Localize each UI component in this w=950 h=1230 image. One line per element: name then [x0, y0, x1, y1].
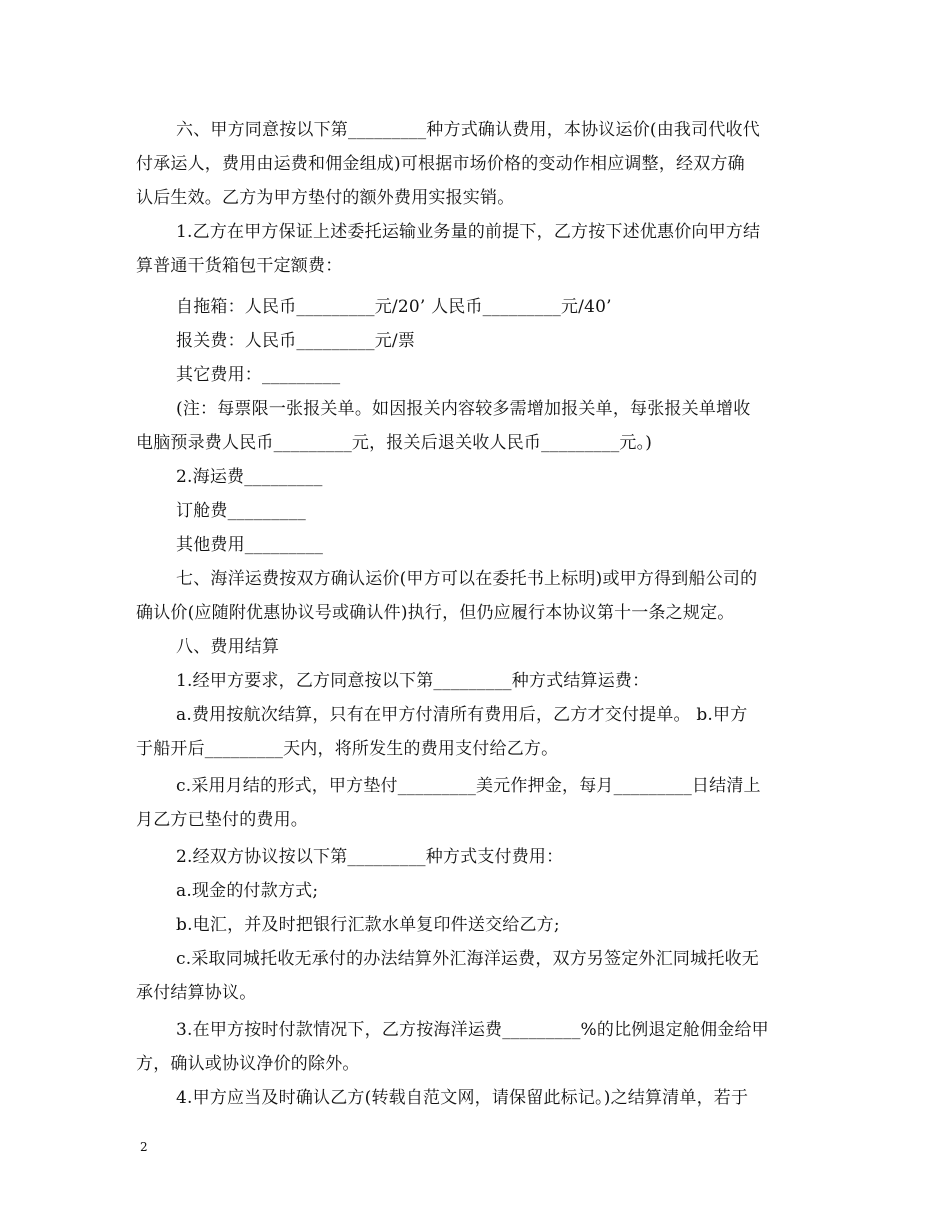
page-number: 2: [140, 1140, 148, 1154]
paragraph-line: 六、甲方同意按以下第_________种方式确认费用，本协议运价(由我司代收代: [176, 120, 760, 140]
paragraph-line: 1.乙方在甲方保证上述委托运输业务量的前提下，乙方按下述优惠价向甲方结: [176, 222, 761, 242]
paragraph-line: 2.经双方协议按以下第_________种方式支付费用：: [176, 847, 564, 867]
paragraph-line: 4.甲方应当及时确认乙方(转载自范文网，请保留此标记。)之结算清单，若于: [176, 1088, 749, 1108]
section-heading: 八、费用结算: [176, 637, 280, 657]
paragraph-line: b.电汇，并及时把银行汇款水单复印件送交给乙方;: [176, 915, 560, 935]
paragraph-line: 认后生效。乙方为甲方垫付的额外费用实报实销。: [136, 188, 515, 208]
paragraph-line: a.费用按航次结算，只有在甲方付清所有费用后，乙方才交付提单。 b.甲方: [176, 705, 748, 725]
paragraph-line: 承付结算协议。: [136, 983, 257, 1003]
paragraph-line: 自拖箱：人民币_________元/20’ 人民币_________元/40’: [176, 297, 612, 317]
paragraph-line: 于船开后_________天内，将所发生的费用支付给乙方。: [136, 739, 559, 759]
paragraph-line: 其他费用_________: [176, 535, 324, 555]
paragraph-line: 七、海洋运费按双方确认运价(甲方可以在委托书上标明)或甲方得到船公司的: [176, 569, 758, 589]
paragraph-line: 订舱费_________: [176, 501, 306, 521]
paragraph-line: c.采取同城托收无承付的办法结算外汇海洋运费，双方另签定外汇同城托收无: [176, 949, 759, 969]
paragraph-line: 方，确认或协议净价的除外。: [136, 1054, 360, 1074]
paragraph-line: 电脑预录费人民币_________元，报关后退关收人民币_________元。): [136, 433, 653, 453]
paragraph-line: 1.经甲方要求，乙方同意按以下第_________种方式结算运费：: [176, 671, 650, 691]
paragraph-line: a.现金的付款方式;: [176, 881, 319, 901]
paragraph-line: 2.海运费_________: [176, 467, 323, 487]
paragraph-line: 其它费用：_________: [176, 365, 341, 385]
paragraph-line: 月乙方已垫付的费用。: [136, 810, 308, 830]
paragraph-line: 付承运人，费用由运费和佣金组成)可根据市场价格的变动作相应调整，经双方确: [136, 154, 745, 174]
paragraph-line: 算普通干货箱包干定额费：: [136, 256, 343, 276]
paragraph-line: c.采用月结的形式，甲方垫付_________美元作押金，每月_________日结清上: [176, 776, 761, 796]
paragraph-line: 3.在甲方按时付款情况下，乙方按海洋运费_________%的比例退定舱佣金给甲: [176, 1020, 769, 1040]
paragraph-line: 确认价(应随附优惠协议号或确认件)执行，但仍应履行本协议第十一条之规定。: [136, 603, 735, 623]
paragraph-line: 报关费：人民币_________元/票: [176, 331, 416, 351]
paragraph-line: (注：每票限一张报关单。如因报关内容较多需增加报关单，每张报关单增收: [176, 399, 751, 419]
